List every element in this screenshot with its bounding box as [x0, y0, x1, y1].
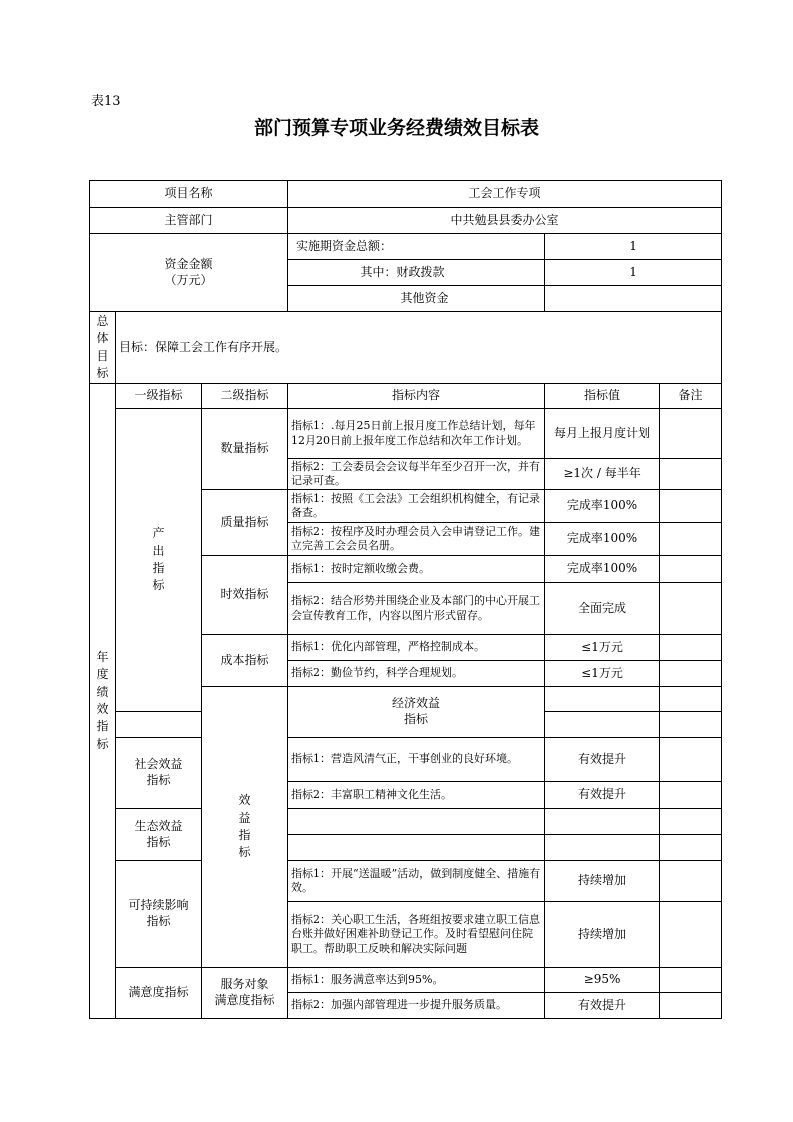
- indicator-value: ≤1万元: [545, 661, 660, 687]
- cost-indicator-label: 成本指标: [202, 635, 288, 687]
- indicator-value: 持续增加: [545, 861, 660, 902]
- funds-other-label: 其他资金: [288, 286, 545, 312]
- funds-other-value: [545, 286, 722, 312]
- indicator-content: 指标1：优化内部管理，严格控制成本。: [288, 635, 545, 661]
- funds-fiscal-label: 其中：财政拨款: [288, 260, 545, 286]
- header-level2: 二级指标: [202, 384, 288, 409]
- indicator-note: [660, 583, 722, 635]
- indicator-note: [660, 459, 722, 490]
- indicator-note: [660, 993, 722, 1019]
- header-level1: 一级指标: [116, 384, 202, 409]
- funds-total-value: 1: [545, 234, 722, 260]
- indicator-note: [660, 782, 722, 809]
- funds-total-label: 实施期资金总额：: [288, 234, 545, 260]
- header-value: 指标值: [545, 384, 660, 409]
- indicator-content: [116, 712, 202, 738]
- funds-label: [90, 234, 288, 312]
- indicator-note: [660, 861, 722, 902]
- department-label: 主管部门: [90, 208, 288, 234]
- indicator-content: 指标2：按程序及时办理会员入会申请登记工作。建立完善工会会员名册。: [288, 523, 545, 556]
- table-row: [90, 809, 722, 835]
- indicator-value: [545, 712, 660, 738]
- indicator-note: [660, 490, 722, 523]
- table-row: [90, 861, 722, 902]
- header-content: 指标内容: [288, 384, 545, 409]
- indicator-value: 完成率100%: [545, 490, 660, 523]
- funds-label-line1: 资金金额: [164, 256, 213, 271]
- table-number-label: 表13: [91, 94, 121, 109]
- sustainable-indicator-label: 可持续影响 指标: [116, 861, 202, 968]
- indicator-note: [660, 523, 722, 556]
- timeliness-indicator-label: 时效指标: [202, 556, 288, 635]
- department-row: [90, 208, 722, 234]
- indicator-value: 有效提升: [545, 738, 660, 782]
- indicator-note: [660, 712, 722, 738]
- indicator-value: [545, 835, 660, 861]
- social-indicator-label: 社会效益 指标: [116, 738, 202, 809]
- indicator-content: 指标1：服务满意率达到95%。: [288, 968, 545, 993]
- indicator-value: 完成率100%: [545, 556, 660, 583]
- header-note: 备注: [660, 384, 722, 409]
- output-indicator-label: 产出指标: [116, 409, 202, 712]
- project-name-row: [90, 181, 722, 208]
- department-value: 中共勉县县委办公室: [288, 208, 722, 234]
- table-row: [90, 738, 722, 782]
- indicator-value: 持续增加: [545, 902, 660, 968]
- indicator-content: [545, 687, 660, 712]
- quality-indicator-label: 质量指标: [202, 490, 288, 556]
- indicator-content: [288, 835, 545, 861]
- header-row: [90, 384, 722, 409]
- indicator-value: ≥95%: [545, 968, 660, 993]
- indicator-note: [660, 968, 722, 993]
- ecological-indicator-label: 生态效益 指标: [116, 809, 202, 861]
- indicator-content: 指标1：按照《工会法》工会组织机构健全，有记录备查。: [288, 490, 545, 523]
- indicator-content: 指标2：结合形势并围绕企业及本部门的中心开展工会宣传教育工作，内容以图片形式留存。: [288, 583, 545, 635]
- overall-goal-row: [90, 312, 722, 384]
- satisfaction-indicator-label: 满意度指标: [116, 968, 202, 1019]
- indicator-content: 指标1：按时定额收缴会费。: [288, 556, 545, 583]
- indicator-content: 指标2：关心职工生活，各班组按要求建立职工信息台账并做好困难补助登记工作。及时看望慰问住院职工。帮助职工反映和解决实际问题: [288, 902, 545, 968]
- indicator-content: 指标2：勤俭节约，科学合理规划。: [288, 661, 545, 687]
- indicator-note: [660, 635, 722, 661]
- indicator-value: 有效提升: [545, 782, 660, 809]
- indicator-value: 每月上报月度计划: [545, 409, 660, 459]
- indicator-note: [660, 809, 722, 835]
- indicator-note: [660, 661, 722, 687]
- indicator-value: ≥1次 / 每半年: [545, 459, 660, 490]
- indicator-content: [288, 809, 545, 835]
- benefit-indicator-label: 效益指标: [202, 687, 288, 968]
- indicator-note: [660, 409, 722, 459]
- overall-goal-label: 总体目标: [90, 312, 116, 384]
- indicator-note: [660, 902, 722, 968]
- indicator-value: 全面完成: [545, 583, 660, 635]
- indicator-note: [660, 738, 722, 782]
- indicator-content: 指标2：工会委员会会议每半年至少召开一次，并有记录可查。: [288, 459, 545, 490]
- page-title: 部门预算专项业务经费绩效目标表: [253, 117, 539, 139]
- project-name-label: 项目名称: [90, 181, 288, 208]
- table-row: [90, 409, 722, 459]
- quantity-indicator-label: 数量指标: [202, 409, 288, 490]
- indicator-content: 指标1：营造风清气正，干事创业的良好环境。: [288, 738, 545, 782]
- indicator-content: 指标1：.每月25日前上报月度工作总结计划，每年12月20日前上报年度工作总结和次年工作计划。: [288, 409, 545, 459]
- overall-goal-text: 目标：保障工会工作有序开展。: [116, 312, 722, 384]
- indicator-value: 有效提升: [545, 993, 660, 1019]
- funds-fiscal-value: 1: [545, 260, 722, 286]
- indicator-value: [660, 687, 722, 712]
- indicator-content: 指标2：加强内部管理进一步提升服务质量。: [288, 993, 545, 1019]
- indicator-content: 指标1：开展“送温暖”活动，做到制度健全、措施有效。: [288, 861, 545, 902]
- indicator-content: 指标2：丰富职工精神文化生活。: [288, 782, 545, 809]
- indicator-value: ≤1万元: [545, 635, 660, 661]
- funds-label-line2: （万元）: [164, 272, 213, 287]
- funds-total-row: [90, 234, 722, 260]
- service-satisfaction-label: 服务对象 满意度指标: [202, 968, 288, 1019]
- table-row: [90, 968, 722, 993]
- indicator-value: 完成率100%: [545, 523, 660, 556]
- performance-target-table: [89, 180, 722, 1019]
- indicator-note: [660, 556, 722, 583]
- indicator-note: [660, 835, 722, 861]
- economic-indicator-label: 经济效益 指标: [288, 687, 545, 738]
- indicator-value: [545, 809, 660, 835]
- project-name-value: 工会工作专项: [288, 181, 722, 208]
- annual-indicator-label: 年度绩效指标: [90, 384, 116, 1019]
